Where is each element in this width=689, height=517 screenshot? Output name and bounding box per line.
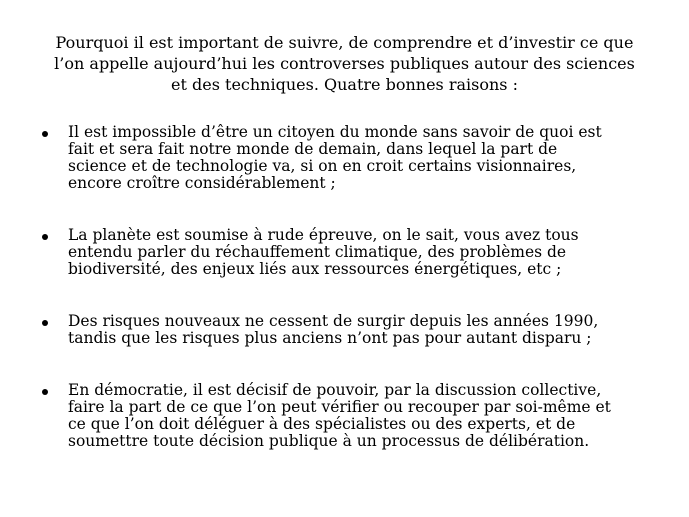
bullet-icon (42, 389, 48, 395)
reason-line: entendu parler du réchauffement climatique, des problèmes de (68, 243, 567, 261)
reason-line: encore croître considérablement ; (68, 174, 336, 192)
reason-line: La planète est soumise à rude épreuve, on le sait, vous avez tous (68, 226, 579, 244)
reason-line: Des risques nouveaux ne cessent de surgir depuis les années 1990, (68, 312, 599, 330)
reason-item (40, 313, 670, 347)
reason-line: fait et sera fait notre monde de demain, dans lequel la part de (68, 140, 558, 158)
reason-line: science et de technologie va, si on en croit certains visionnaires, (68, 157, 577, 175)
reason-line: faire la part de ce que l’on peut vérifier ou recouper par soi-même et (68, 398, 611, 416)
reason-line: soumettre toute décision publique à un processus de délibération. (68, 432, 590, 450)
heading-line: l’on appelle aujourd’hui les controverses publiques autour des sciences (54, 54, 635, 73)
heading-line: Pourquoi il est important de suivre, de comprendre et d’investir ce que (55, 33, 634, 52)
reasons-list (40, 124, 670, 450)
slide-heading (20, 32, 669, 95)
reason-line: tandis que les risques plus anciens n’ont pas pour autant disparu ; (68, 329, 592, 347)
reason-item (40, 124, 670, 192)
reason-item (40, 227, 670, 278)
bullet-icon (42, 234, 48, 240)
reason-item (40, 382, 670, 450)
bullet-icon (42, 320, 48, 326)
reason-line: ce que l’on doit déléguer à des spécialistes ou des experts, et de (68, 415, 576, 433)
heading-line: et des techniques. Quatre bonnes raisons : (171, 75, 518, 94)
reason-line: Il est impossible d’être un citoyen du monde sans savoir de quoi est (68, 123, 602, 141)
reason-line: biodiversité, des enjeux liés aux ressources énergétiques, etc ; (68, 260, 562, 278)
reason-line: En démocratie, il est décisif de pouvoir, par la discussion collective, (68, 381, 602, 399)
bullet-icon (42, 131, 48, 137)
